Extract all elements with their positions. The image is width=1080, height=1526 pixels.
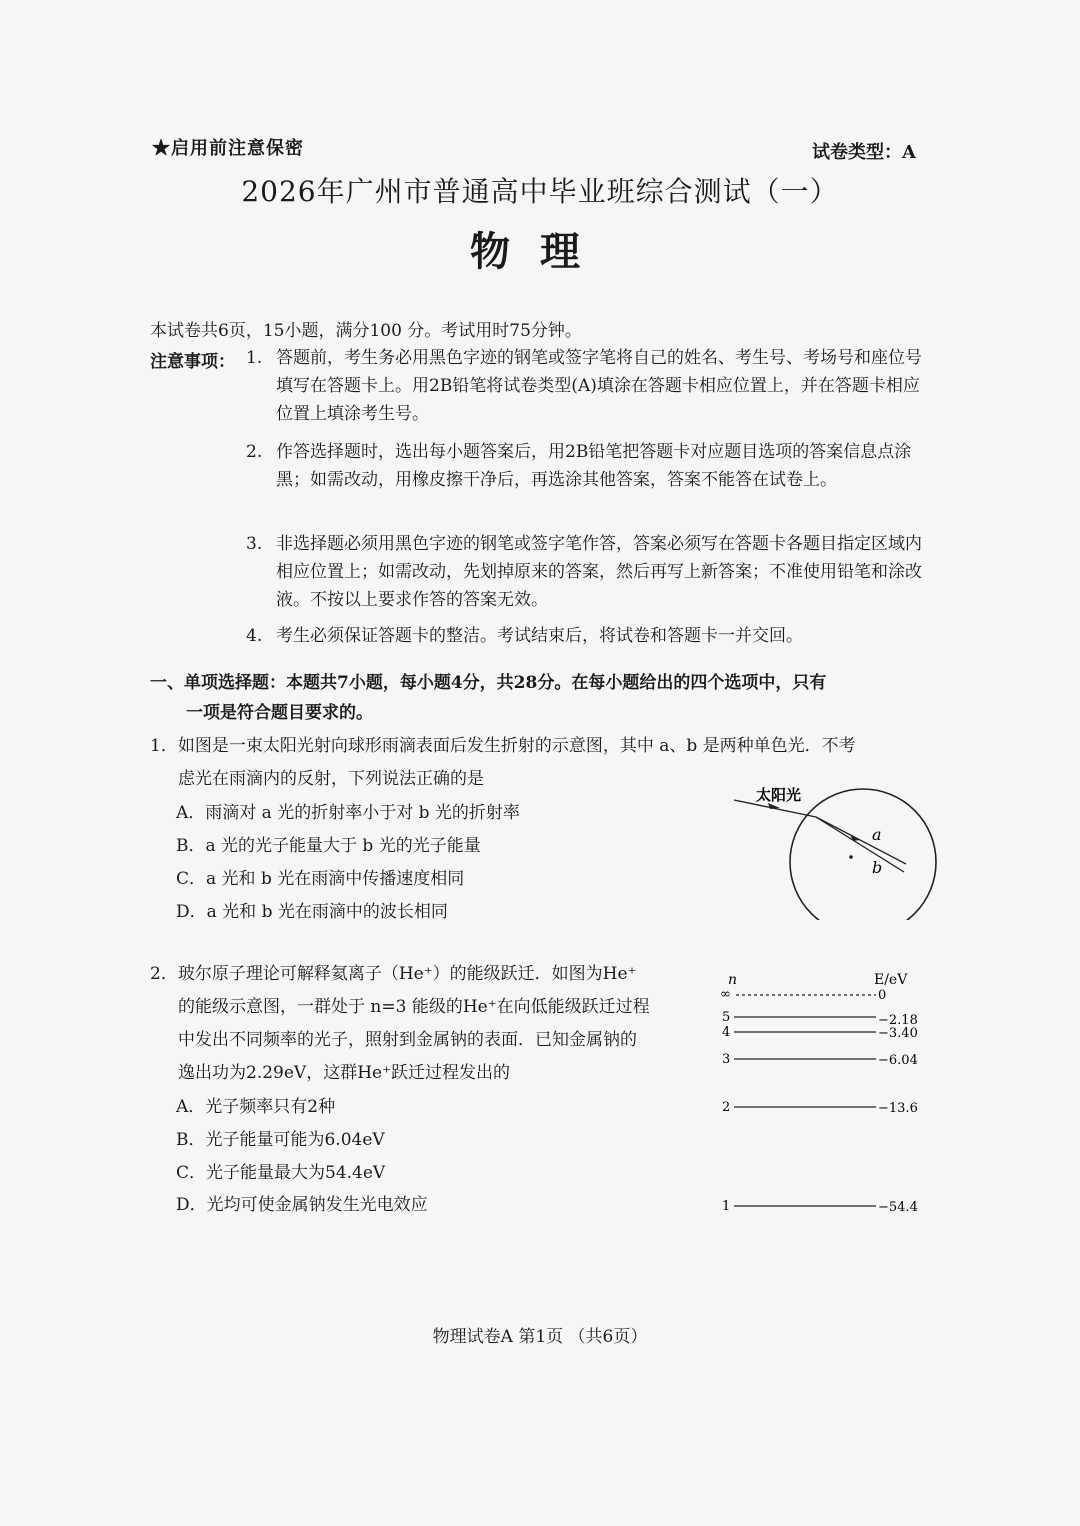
level-energy-label: −6.04 (878, 1053, 918, 1068)
level-energy-label: −2.18 (878, 1013, 918, 1028)
level-n-label: 1 (722, 1199, 731, 1214)
q2-option-b: B．光子能量可能为6.04eV (176, 1130, 385, 1150)
energy-level-diagram (716, 964, 936, 1220)
exam-title: 2026年广州市普通高中毕业班综合测试（一） (241, 175, 839, 208)
section-heading-line: 一项是符合题目要求的。 (186, 703, 373, 723)
sun-ray-label: 太阳光 (756, 786, 802, 804)
note-item (246, 344, 936, 428)
note-number: 1. (246, 348, 263, 368)
confidential-label: ★启用前注意保密 (152, 138, 304, 159)
notes-heading: 注意事项： (150, 352, 235, 372)
section-heading-line: 一、单项选择题：本题共7小题，每小题4分，共28分。在每小题给出的四个选项中，只有 (150, 673, 827, 693)
q1-option-b: B．a 光的光子能量大于 b 光的光子能量 (176, 836, 481, 856)
note-text: 非选择题必须用黑色字迹的钢笔或签字笔作答，答案必须写在答题卡各题目指定区域内相应位置上；如需改动，先划掉原来的答案，然后再写上新答案；不准使用铅笔和涂改液。不按以上要求作答的答案无效。 (276, 534, 922, 610)
note-item (246, 622, 936, 650)
level-energy-label: 0 (878, 988, 887, 1003)
q2-option-d: D．光均可使金属钠发生光电效应 (176, 1195, 428, 1215)
note-number: 2. (246, 442, 263, 462)
paper-type-label: 试卷类型：A (812, 142, 916, 163)
note-item (246, 530, 936, 614)
raindrop-circle (790, 789, 936, 920)
level-n-label: 5 (722, 1010, 731, 1025)
q1-option-a: A．雨滴对 a 光的折射率小于对 b 光的折射率 (176, 803, 520, 823)
q2-stem-line: 的能级示意图，一群处于 n=3 能级的He⁺在向低能级跃迁过程 (178, 997, 650, 1017)
level-n-label: ∞ (720, 987, 731, 1002)
raindrop-figure (720, 780, 940, 920)
ray-a-line (816, 817, 906, 864)
level-n-label: 2 (722, 1100, 731, 1115)
energy-axis-label: E/eV (874, 972, 908, 988)
q2-stem-line: 逸出功为2.29eV，这群He⁺跃迁过程发出的 (178, 1063, 511, 1083)
note-text: 答题前，考生务必用黑色字迹的钢笔或签字笔将自己的姓名、考生号、考场号和座位号填写在答题卡上。用2B铅笔将试卷类型(A)填涂在答题卡相应位置上，并在答题卡相应位置上填涂考生号。 (276, 348, 922, 424)
ray-b-line (816, 817, 904, 872)
section-heading (150, 668, 930, 728)
q1-option-c: C．a 光和 b 光在雨滴中传播速度相同 (176, 869, 465, 889)
level-energy-label: −13.6 (878, 1101, 918, 1116)
q1-stem-line: 1．如图是一束太阳光射向球形雨滴表面后发生折射的示意图，其中 a、b 是两种单色光．不考 (150, 736, 856, 756)
level-energy-label: −54.4 (878, 1200, 918, 1215)
q2-stem-line: 2．玻尔原子理论可解释氦离子（He⁺）的能级跃迁．如图为He⁺ (150, 964, 637, 984)
q1-stem-line: 虑光在雨滴内的反射，下列说法正确的是 (178, 769, 484, 789)
n-axis-label: n (728, 972, 738, 988)
level-n-label: 4 (722, 1025, 731, 1040)
subject-title: 物理 (470, 228, 610, 275)
level-n-label: 3 (722, 1052, 731, 1067)
note-number: 4. (246, 626, 263, 646)
level-energy-label: −3.40 (878, 1026, 918, 1041)
note-text: 考生必须保证答题卡的整洁。考试结束后，将试卷和答题卡一并交回。 (276, 626, 803, 646)
ray-a-label: a (872, 825, 882, 844)
note-text: 作答选择题时，选出每小题答案后，用2B铅笔把答题卡对应题目选项的答案信息点涂黑；如需改动，用橡皮擦干净后，再选涂其他答案，答案不能答在试卷上。 (276, 442, 912, 490)
exam-intro: 本试卷共6页，15小题，满分100 分。考试用时75分钟。 (150, 321, 582, 341)
q2-option-a: A．光子频率只有2种 (176, 1097, 336, 1117)
q2-stem (150, 958, 650, 1090)
ray-b-label: b (872, 858, 883, 877)
note-number: 3. (246, 534, 263, 554)
page-footer: 物理试卷A 第1页 （共6页） (432, 1327, 648, 1347)
raindrop-center (849, 855, 853, 859)
q2-stem-line: 中发出不同频率的光子，照射到金属钠的表面．已知金属钠的 (178, 1030, 637, 1050)
q1-option-d: D．a 光和 b 光在雨滴中的波长相同 (176, 902, 448, 922)
note-item (246, 438, 936, 494)
q2-option-c: C．光子能量最大为54.4eV (176, 1163, 386, 1183)
